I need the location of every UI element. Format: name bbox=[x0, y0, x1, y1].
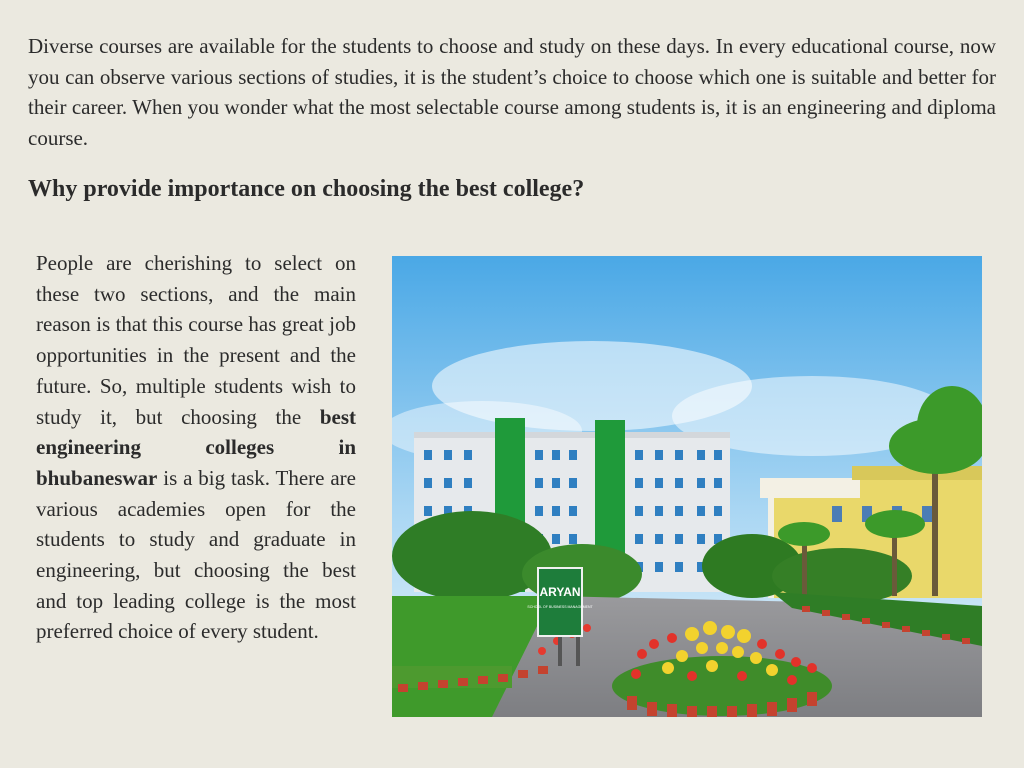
section-heading: Why provide importance on choosing the best college? bbox=[28, 176, 585, 202]
sign-title: ARYAN bbox=[539, 585, 581, 599]
highlighted-link-text: best engineering colleges in bhubaneswar bbox=[36, 404, 356, 490]
body-paragraph bbox=[36, 248, 356, 647]
sign-subtitle: SCHOOL OF BUSINESS MANAGEMENT bbox=[527, 605, 593, 609]
intro-paragraph: Diverse courses are available for the students to choose and study on these days. In every educational course, now you can observe various sections of studies, it is the student’s choice to choose which one is suitable and better for their career. When you wonder what the most selectable course among students is, it is an engineering and diploma course. bbox=[28, 34, 996, 150]
body-text-part1: People are cherishing to select on these two sections, and the main reason is that this course has great job opportunities in the present and the future. So, multiple students wish to study it, but choosing the bbox=[36, 251, 356, 429]
campus-photo bbox=[392, 256, 982, 717]
body-text-part2: is a big task. There are various academies open for the students to study and graduate in engineering, but choosing the best and top leading college is the most preferred choice of every student. bbox=[36, 465, 356, 644]
